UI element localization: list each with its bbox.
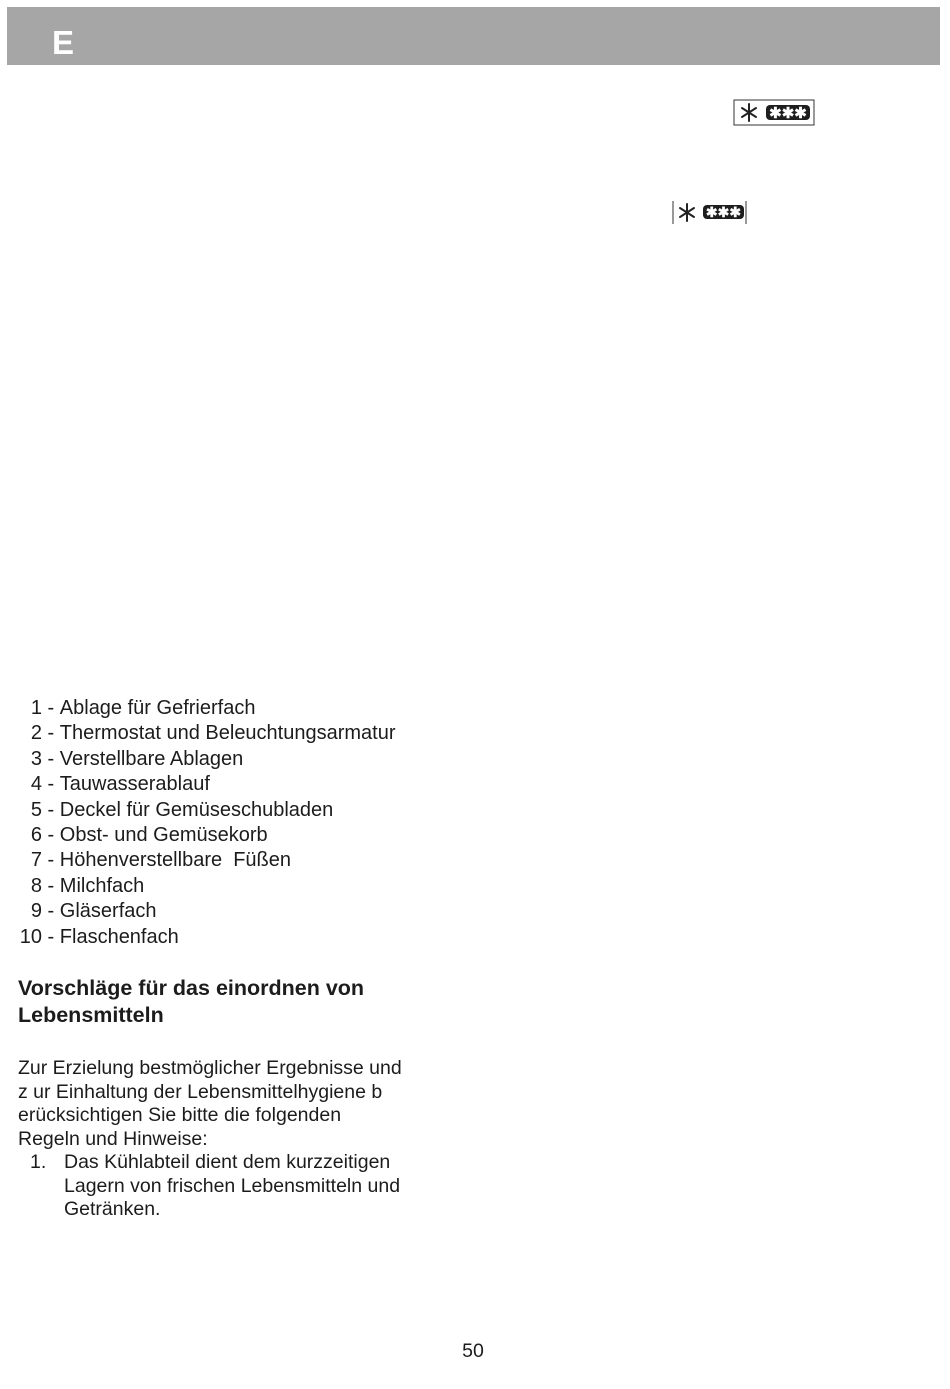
svg-text:✱✱✱: ✱✱✱ — [769, 105, 807, 122]
parts-list-item: 3 - Verstellbare Ablagen — [30, 747, 244, 770]
rules-list — [30, 1151, 400, 1222]
parts-list-item: 7 - Höhenverstellbare Füßen — [30, 849, 292, 872]
parts-list-item: 6 - Obst- und Gemüsekorb — [30, 824, 268, 847]
freezer-rating-icon — [672, 200, 748, 225]
intro-paragraph: Zur Erzielung bestmöglicher Ergebnisse und z ur Einhaltung der Lebensmittelhygiene b erücksichtigen Sie bitte die folgenden Regeln und Hinweise: — [18, 1057, 402, 1151]
svg-text:✱✱✱: ✱✱✱ — [705, 204, 742, 220]
section-heading: Vorschläge für das einordnen von Lebensmitteln — [18, 976, 365, 1027]
parts-list-item: 1 - Ablage für Gefrierfach — [30, 697, 256, 719]
page-number: 50 — [462, 1340, 484, 1362]
freezer-rating-icon — [733, 99, 815, 126]
parts-list-item: 9 - Gläserfach — [30, 900, 157, 923]
section-letter: E — [52, 24, 75, 61]
section-header-bar — [7, 7, 940, 65]
rule-item: 1. Das Kühlabteil dient dem kurzzeitigen Lagern von frischen Lebensmitteln und Getränken. — [30, 1151, 401, 1221]
parts-list-item: 8 - Milchfach — [30, 874, 145, 897]
parts-list — [0, 696, 396, 950]
rule-number: 1. — [30, 1151, 47, 1173]
parts-list-item: 10 - Flaschenfach — [19, 925, 179, 948]
parts-list-item: 5 - Deckel für Gemüseschubladen — [30, 798, 334, 821]
parts-list-item: 2 - Thermostat und Beleuchtungsarmatur — [30, 722, 396, 745]
parts-list-item: 4 - Tauwasserablauf — [30, 773, 210, 796]
